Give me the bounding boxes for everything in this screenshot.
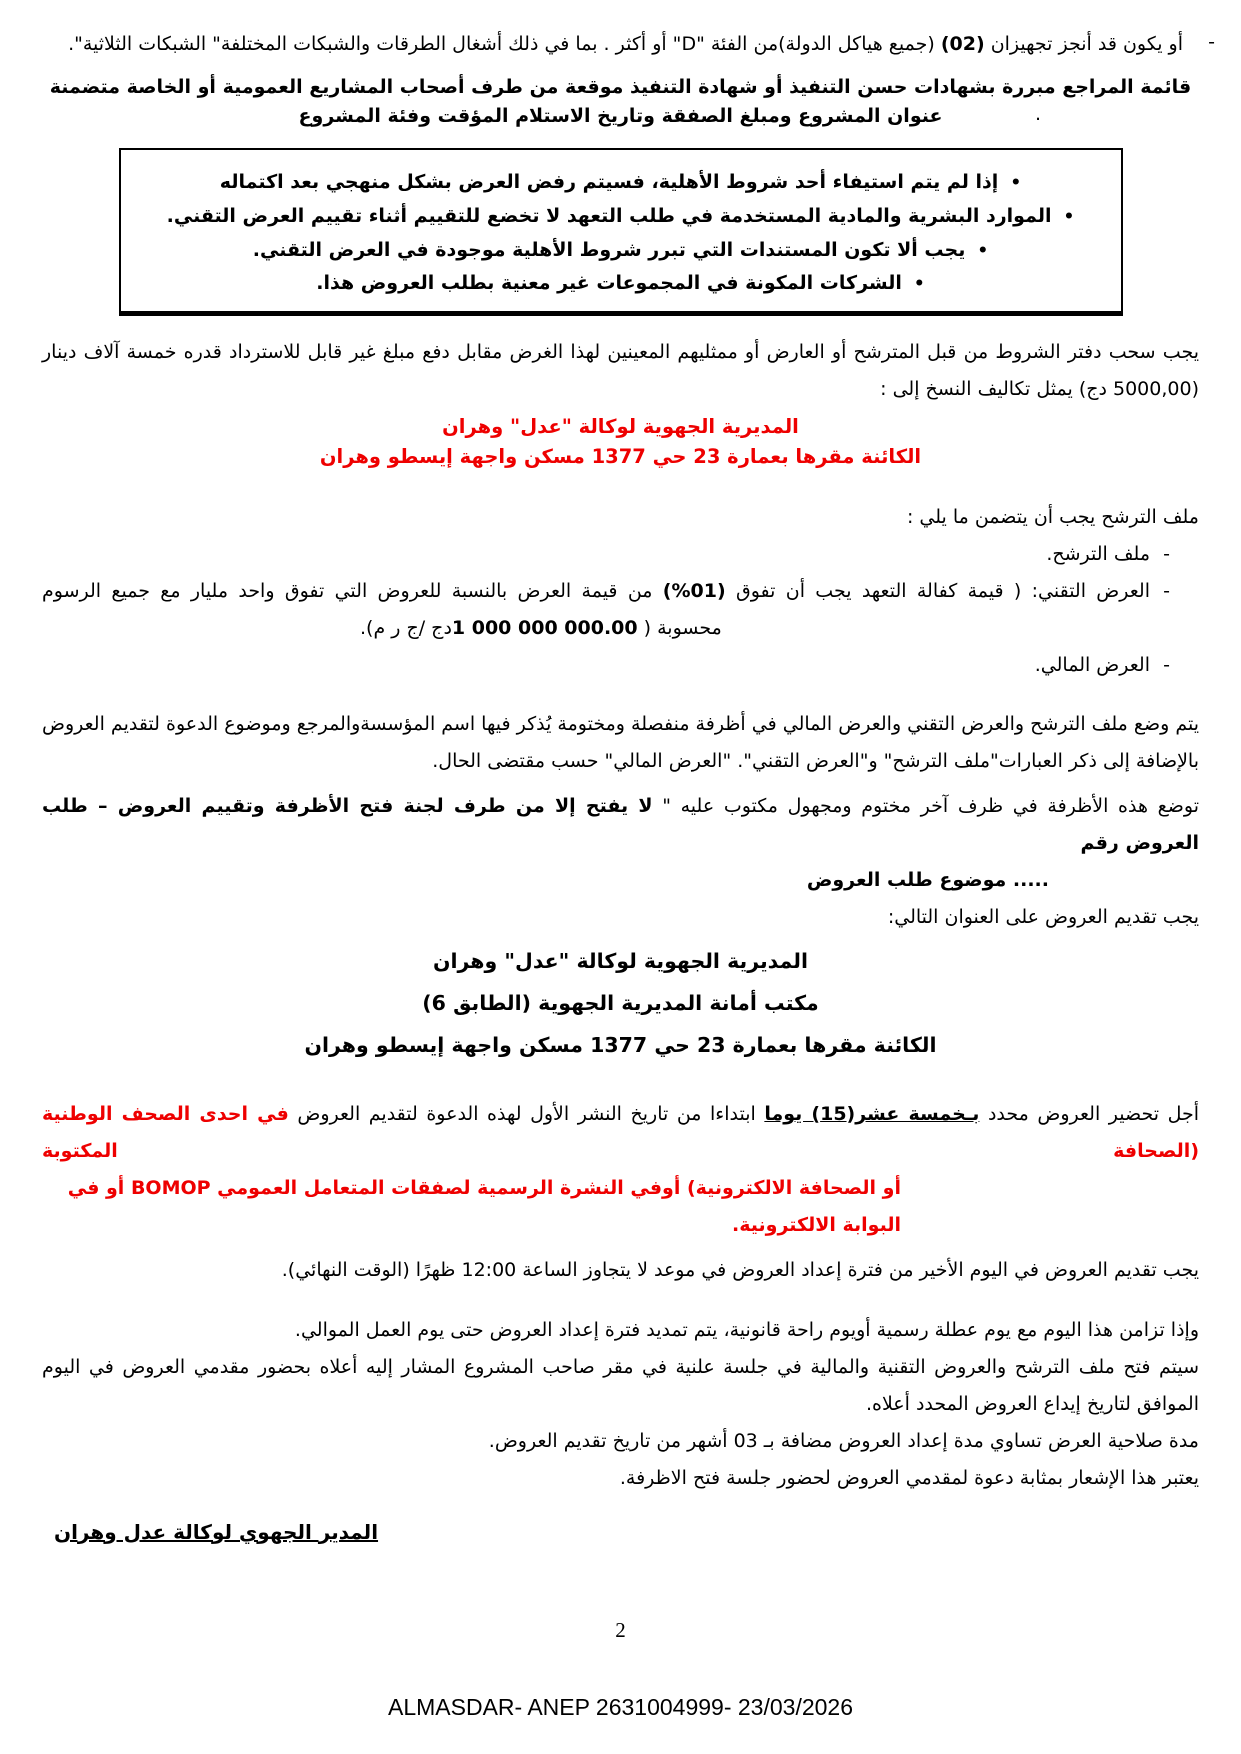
amount-value: 1 000 000 000.00 [451, 616, 638, 639]
notice-item [135, 166, 1107, 200]
bullet-icon: • [913, 274, 925, 295]
text-run: دج /ج ر م). [360, 616, 452, 639]
footer-anep-reference: ALMASDAR- ANEP 2631004999- 23/03/2026 [388, 1694, 853, 1720]
text-run: (جميع هياكل الدولة)من الفئة "D" أو أكثر . بما في ذلك أشغال الطرقات والشبكات المختلفة" الشبكات الثلاثية". [68, 33, 941, 55]
invitation-paragraph: يعتبر هذا الإشعار بمثابة دعوة لمقدمي العروض لحضور جلسة فتح الاظرفة. [619, 1466, 1199, 1489]
list-item-equipment-text [68, 33, 1183, 55]
tender-subject-line: ..... موضوع طلب العروض [806, 869, 1049, 892]
file-item-technical-line2 [42, 610, 1199, 647]
notice-item [135, 200, 1107, 234]
file-item-candidacy [42, 536, 1199, 573]
list-item-references-text: قائمة المراجع مبررة بشهادات حسن التنفيذ أو شهادة التنفيذ موقعة من طرف أصحاب المشاريع العمومية أو الخاصة متضمنة عنوان المشروع ومبلغ الصفقة وتاريخ الاستلام المؤقت وفئة المشروع [49, 76, 1192, 128]
bullet-icon: • [977, 240, 989, 261]
text-run-bold: (02) [940, 33, 985, 55]
text-run: أجل تحضير العروض محدد [979, 1103, 1199, 1126]
application-file-intro: ملف الترشح يجب أن يتضمن ما يلي : [906, 505, 1199, 528]
page-number: 2 [615, 1618, 626, 1642]
dash-marker: - [1208, 31, 1215, 53]
submission-intro: يجب تقديم العروض على العنوان التالي: [887, 906, 1199, 929]
notice-item-text: إذا لم يتم استيفاء أحد شروط الأهلية، فسيتم رفض العرض بشكل منهجي بعد اكتماله [219, 170, 999, 193]
publication-media-line2: أو الصحافة الالكترونية) أوفي النشرة الرسمية لصفقات المتعامل العمومي BOMOP أو في البوابة الالكترونية. [67, 1177, 901, 1237]
submission-address-line2: مكتب أمانة المديرية الجهوية (الطابق 6) [422, 991, 819, 1016]
file-item-text: ملف الترشح. [1046, 542, 1150, 565]
dash-marker: - [1163, 653, 1170, 676]
file-item-text: العرض المالي. [1034, 653, 1150, 676]
text-run: ابتداءا من تاريخ النشر الأول لهذه الدعوة لتقديم العروض [288, 1103, 765, 1126]
text-run: من قيمة العرض بالنسبة للعروض التي تفوق واحد مليار مع جميع الرسوم [42, 579, 663, 602]
eligibility-notice-box [119, 148, 1123, 316]
deadline-duration: بـخمسة عشر(15) يوما [764, 1103, 980, 1126]
list-item-equipment [42, 26, 1215, 63]
signature-title: المدير الجهوي لوكالة عدل وهران [54, 1519, 379, 1544]
dot-marker: . [1034, 103, 1041, 126]
notice-item-text: الشركات المكونة في المجموعات غير معنية بطلب العروض هذا. [316, 272, 902, 295]
submission-time-paragraph: يجب تقديم العروض في اليوم الأخير من فترة إعداد العروض في موعد لا يتجاوز الساعة 12:00 ظهرًا (الوقت النهائي). [281, 1259, 1199, 1282]
text-run: محسوبة ( [637, 616, 722, 639]
file-item-financial [42, 647, 1199, 684]
opening-session-paragraph: سيتم فتح ملف الترشح والعروض التقنية والمالية في جلسة علنية في مقر صاحب المشروع المشار إليه أعلاه بحضور مقدمي العروض في اليوم الموافق لتاريخ إيداع العروض المحدد أعلاه. [42, 1355, 1199, 1415]
text-run: أو يكون قد أنجز تجهيزان [984, 33, 1183, 55]
submission-address-line3: الكائنة مقرها بعمارة 23 حي 1377 مسكن واجهة إيسطو وهران [304, 1033, 937, 1058]
notice-item-text: الموارد البشرية والمادية المستخدمة في طلب التعهد لا تخضع للتقييم أثناء تقييم العرض التقني. [166, 204, 1052, 227]
withdrawal-paragraph: يجب سحب دفتر الشروط من قبل المترشح أو العارض أو ممثليهم المعينين لهذا الغرض مقابل دفع مبلغ غير قابل للاسترداد قدره خمسة آلاف دينار (5000,00 دج) يمثل تكاليف النسخ إلى : [42, 341, 1199, 401]
notice-item-text: يجب ألا تكون المستندات التي تبرر شروط الأهلية موجودة في العرض التقني. [252, 238, 966, 261]
notice-item [135, 234, 1107, 268]
list-item-references [42, 73, 1199, 132]
bullet-icon: • [1010, 172, 1022, 193]
dash-marker: - [1163, 542, 1170, 565]
withdrawal-address-line: الكائنة مقرها بعمارة 23 حي 1377 مسكن واجهة إيسطو وهران [319, 445, 922, 469]
envelopes-paragraph: يتم وضع ملف الترشح والعرض التقني والعرض المالي في أظرفة منفصلة ومختومة يُذكر فيها اسم المؤسسةوالمرجع وموضوع الدعوة لتقديم العروض بالإضافة إلى ذكر العبارات"ملف الترشح" و"العرض التقني". "العرض المالي" حسب مقتضى الحال. [42, 712, 1199, 772]
dash-marker: - [1163, 579, 1170, 602]
text-run-bold: (01%) [662, 579, 726, 602]
validity-paragraph: مدة صلاحية العرض تساوي مدة إعداد العروض مضافة بـ 03 أشهر من تاريخ تقديم العروض. [488, 1429, 1199, 1452]
file-item-technical [42, 573, 1199, 610]
notice-item [135, 267, 1107, 301]
submission-address-line1: المديرية الجهوية لوكالة "عدل" وهران [433, 949, 808, 974]
deadline-paragraph [42, 1096, 1199, 1170]
bullet-icon: • [1063, 206, 1075, 227]
publication-media-run: في احدى الصحف الوطنية (الصحافة المكتوبة [42, 1103, 1199, 1163]
do-not-open-clause: لا يفتح إلا من طرف لجنة فتح الأظرفة وتقييم العروض – طلب العروض رقم [42, 795, 1199, 855]
text-run: توضع هذه الأظرفة في ظرف آخر مختوم ومجهول مكتوب عليه " [652, 795, 1200, 818]
text-run: العرض التقني: ( قيمة كفالة التعهد يجب أن تفوق [725, 579, 1150, 602]
outer-envelope-paragraph [42, 788, 1199, 862]
holiday-paragraph: وإذا تزامن هذا اليوم مع يوم عطلة رسمية أويوم راحة قانونية، يتم تمديد فترة إعداد العروض حتى يوم العمل الموالي. [294, 1318, 1199, 1341]
withdrawal-agency-line: المديرية الجهوية لوكالة "عدل" وهران [442, 415, 799, 439]
